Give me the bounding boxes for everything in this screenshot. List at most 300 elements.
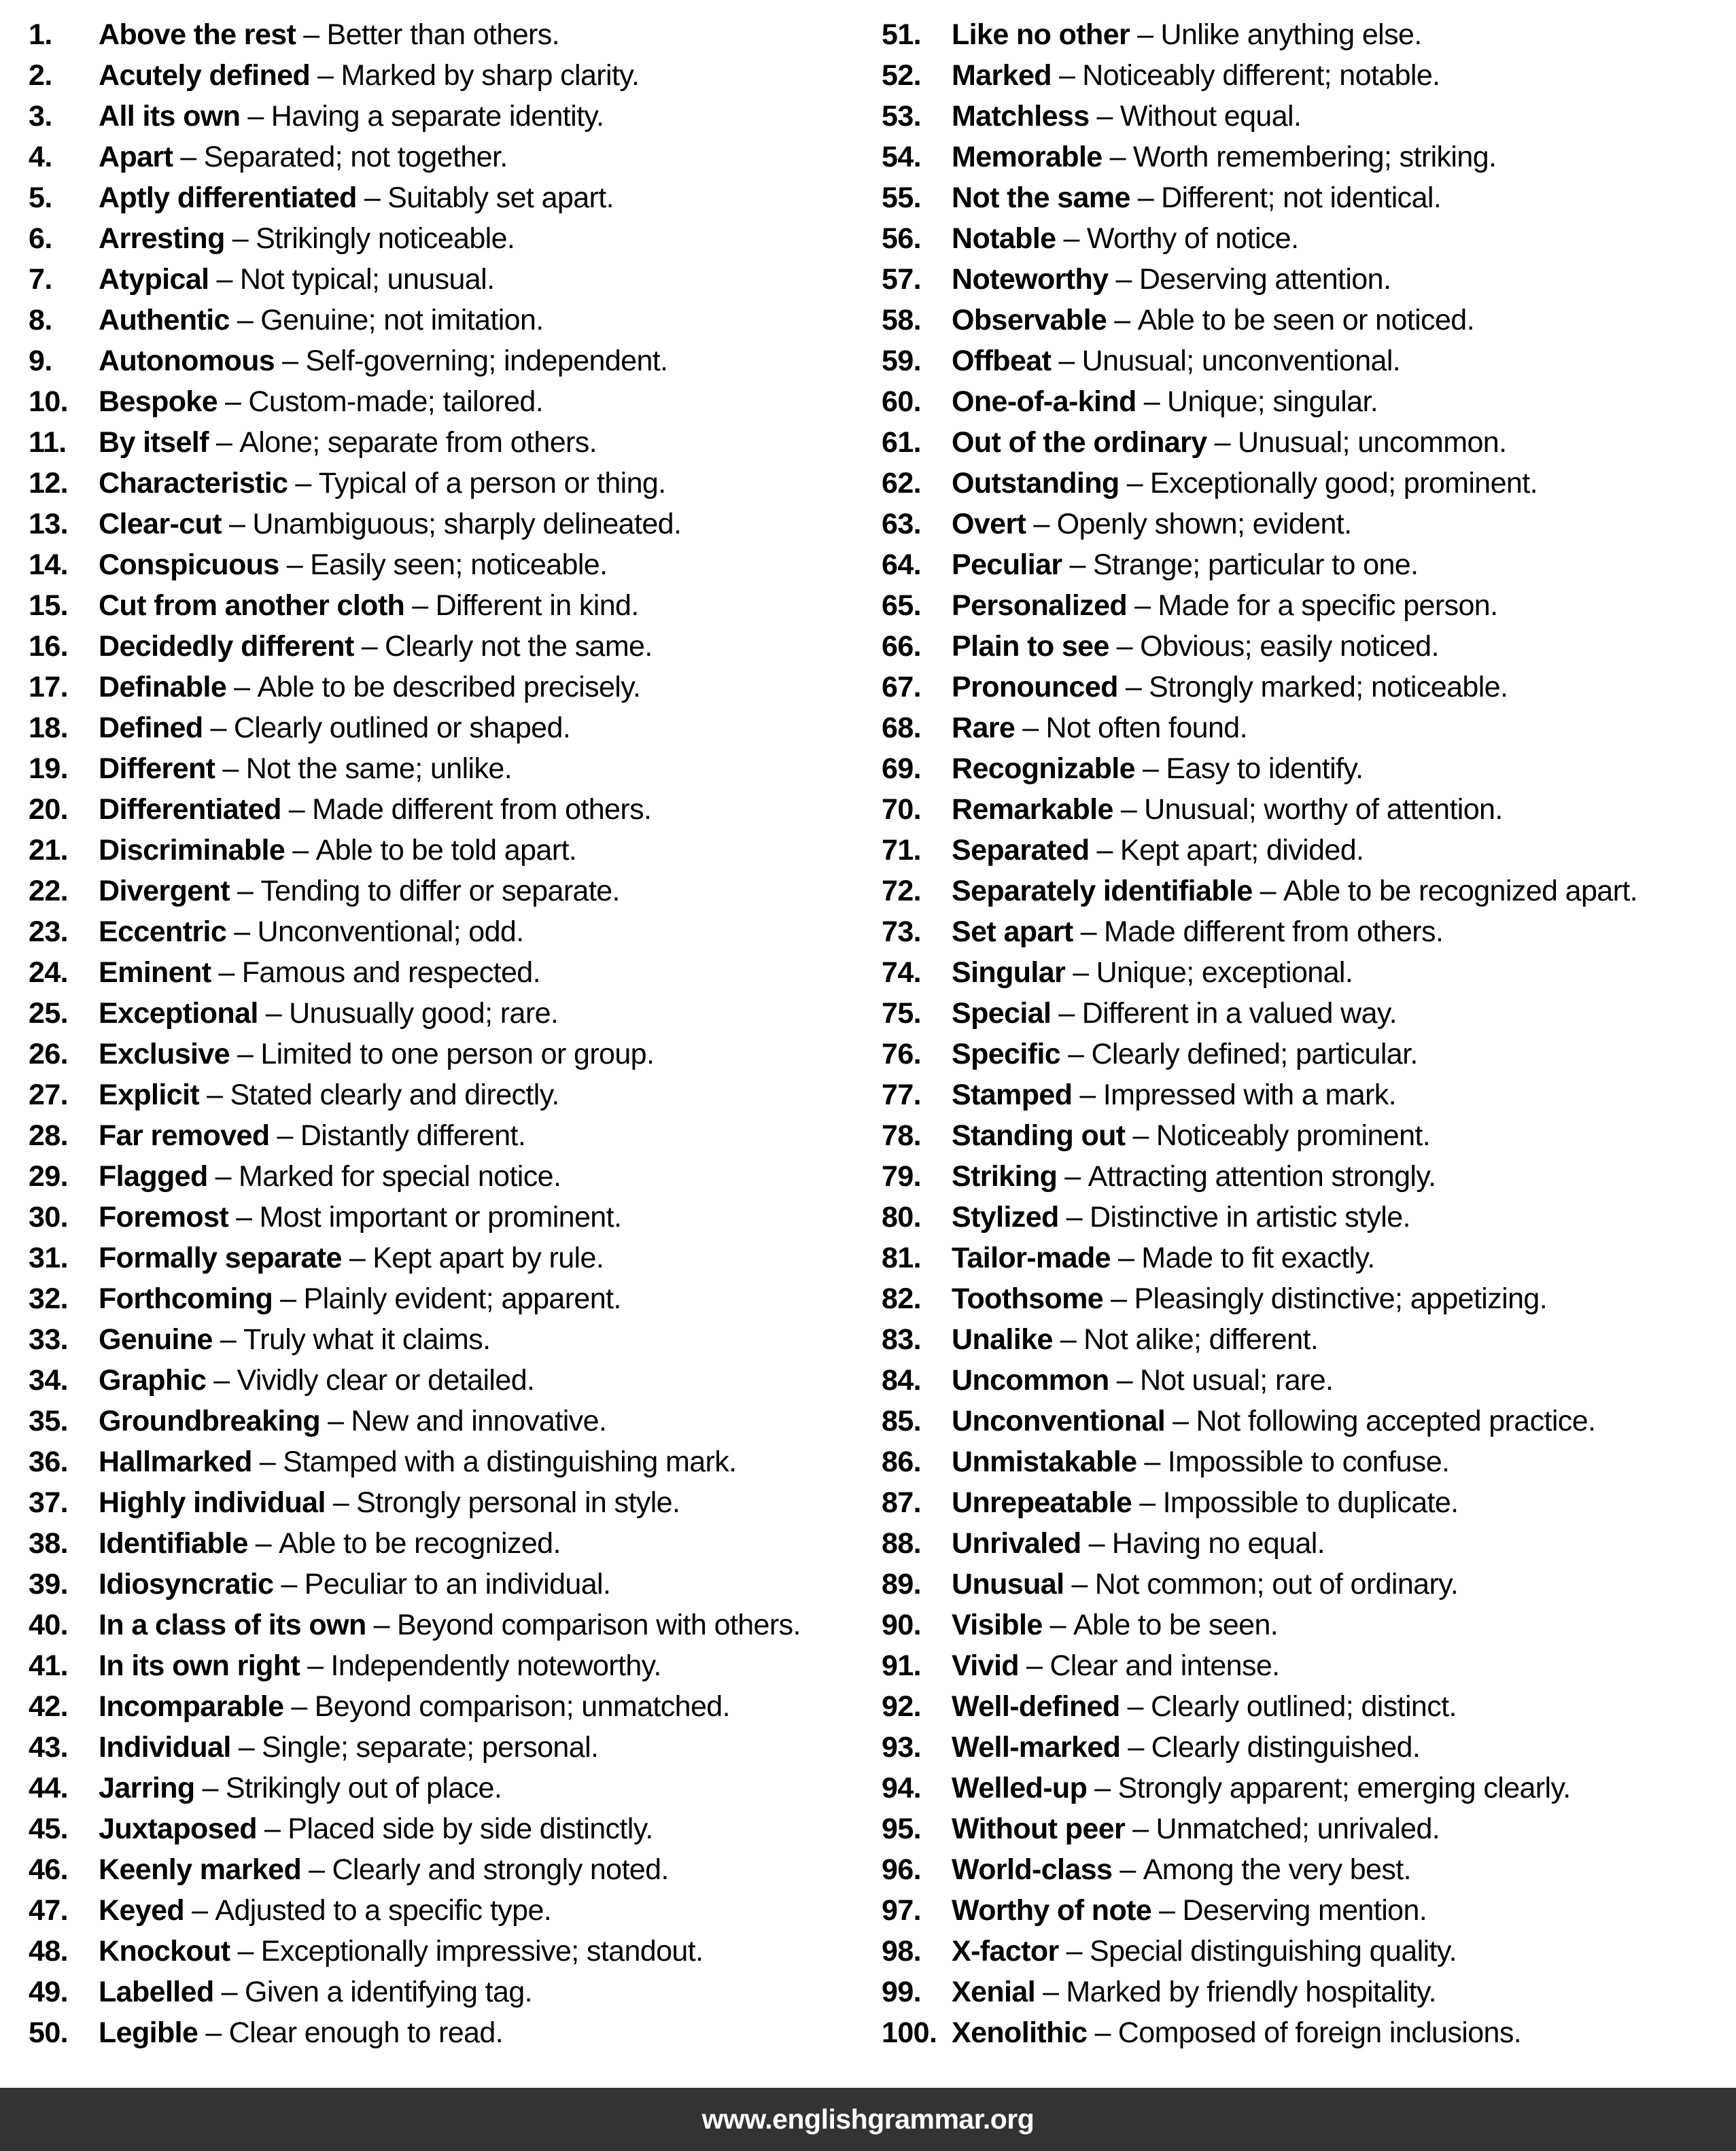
- item-term: Defined: [99, 712, 203, 744]
- item-definition: Obvious; easily noticed.: [1140, 630, 1439, 663]
- item-separator: –: [237, 304, 254, 336]
- item-separator: –: [264, 1813, 281, 1845]
- item-separator: –: [215, 1160, 231, 1193]
- item-definition: Better than others.: [326, 18, 559, 51]
- list-item: [882, 1645, 1736, 1686]
- item-separator: –: [1117, 1242, 1134, 1274]
- item-definition: Clearly distinguished.: [1151, 1731, 1421, 1764]
- item-separator: –: [221, 1976, 237, 2008]
- item-number: 59.: [882, 345, 921, 377]
- item-term: Hallmarked: [99, 1446, 252, 1478]
- item-separator: –: [309, 1853, 325, 1886]
- item-term: Exclusive: [99, 1038, 230, 1070]
- list-item: [882, 381, 1736, 422]
- item-definition: Clearly and strongly noted.: [332, 1853, 669, 1886]
- item-term: Flagged: [99, 1160, 208, 1193]
- item-definition: Marked by friendly hospitality.: [1066, 1976, 1437, 2008]
- list-item: [882, 1482, 1736, 1523]
- item-number: 27.: [29, 1079, 68, 1111]
- list-item: [882, 1727, 1736, 1768]
- item-separator: –: [238, 1731, 255, 1764]
- list-item: [29, 1849, 868, 1890]
- item-separator: –: [1132, 1119, 1149, 1152]
- item-definition: Given a identifying tag.: [244, 1976, 533, 2008]
- item-separator: –: [1064, 1160, 1081, 1193]
- list-item: [29, 1156, 868, 1197]
- item-definition: Not usual; rare.: [1140, 1364, 1334, 1397]
- item-separator: –: [277, 1119, 293, 1152]
- list-item: [882, 707, 1736, 748]
- item-number: 22.: [29, 875, 68, 907]
- item-text: [99, 1486, 680, 1519]
- item-text: [952, 1242, 1375, 1274]
- list-item: [882, 259, 1736, 300]
- item-separator: –: [1058, 997, 1075, 1030]
- item-term: Peculiar: [952, 548, 1062, 581]
- item-text: [952, 1527, 1325, 1560]
- item-separator: –: [1066, 1201, 1083, 1234]
- item-number: 43.: [29, 1731, 68, 1764]
- item-text: [952, 1772, 1571, 1804]
- list-item: [882, 544, 1736, 585]
- item-term: By itself: [99, 426, 209, 459]
- item-term: Memorable: [952, 141, 1103, 173]
- item-definition: Easily seen; noticeable.: [310, 548, 608, 581]
- item-number: 21.: [29, 834, 68, 867]
- item-separator: –: [215, 426, 232, 459]
- item-term: Conspicuous: [99, 548, 279, 581]
- list-item: [882, 2012, 1736, 2053]
- item-number: 15.: [29, 589, 68, 622]
- item-number: 23.: [29, 915, 68, 948]
- item-term: Discriminable: [99, 834, 285, 867]
- item-text: [99, 1731, 598, 1764]
- item-number: 6.: [29, 222, 52, 255]
- item-definition: Able to be recognized apart.: [1283, 875, 1638, 907]
- item-definition: Unambiguous; sharply delineated.: [252, 508, 682, 540]
- item-separator: –: [1260, 875, 1276, 907]
- item-definition: Famous and respected.: [241, 956, 540, 989]
- item-definition: Beyond comparison; unmatched.: [314, 1690, 730, 1723]
- item-number: 42.: [29, 1690, 68, 1723]
- item-text: [99, 100, 604, 133]
- item-term: Highly individual: [99, 1486, 326, 1519]
- item-separator: –: [218, 956, 235, 989]
- item-definition: Unusual; worthy of attention.: [1144, 793, 1503, 826]
- item-separator: –: [255, 1527, 272, 1560]
- item-separator: –: [1137, 181, 1154, 214]
- item-text: [952, 141, 1496, 173]
- list-item: [882, 1849, 1736, 1890]
- item-separator: –: [1066, 1935, 1082, 1968]
- item-term: Rare: [952, 712, 1015, 744]
- item-number: 41.: [29, 1649, 68, 1682]
- list-item: [29, 218, 868, 259]
- item-text: [99, 1649, 661, 1682]
- list-item: [29, 1074, 868, 1115]
- list-item: [882, 14, 1736, 55]
- item-text: [952, 1282, 1547, 1315]
- item-number: 96.: [882, 1853, 921, 1886]
- item-number: 65.: [882, 589, 921, 622]
- item-definition: Suitably set apart.: [387, 181, 614, 214]
- item-definition: Impressed with a mark.: [1103, 1079, 1397, 1111]
- list-item: [882, 137, 1736, 177]
- list-item: [882, 1890, 1736, 1931]
- item-text: [952, 304, 1474, 336]
- item-text: [952, 2016, 1521, 2049]
- item-number: 87.: [882, 1486, 921, 1519]
- item-separator: –: [1069, 548, 1086, 581]
- item-number: 24.: [29, 956, 68, 989]
- item-term: Different: [99, 752, 215, 785]
- column-right: [868, 14, 1736, 2053]
- item-text: [99, 875, 620, 907]
- item-number: 86.: [882, 1446, 921, 1478]
- item-term: Outstanding: [952, 467, 1119, 500]
- item-number: 16.: [29, 630, 68, 663]
- list-item: [29, 1197, 868, 1238]
- item-definition: Typical of a person or thing.: [318, 467, 666, 500]
- item-number: 26.: [29, 1038, 68, 1070]
- item-term: Noteworthy: [952, 263, 1109, 296]
- item-term: Separately identifiable: [952, 875, 1253, 907]
- item-definition: Self-governing; independent.: [305, 345, 668, 377]
- item-number: 35.: [29, 1405, 68, 1437]
- list-item: [29, 1686, 868, 1727]
- item-separator: –: [234, 671, 250, 703]
- item-term: Labelled: [99, 1976, 214, 2008]
- item-definition: Clearly defined; particular.: [1091, 1038, 1418, 1070]
- list-item: [29, 340, 868, 381]
- item-term: Divergent: [99, 875, 230, 907]
- item-separator: –: [373, 1609, 389, 1641]
- item-term: Differentiated: [99, 793, 281, 826]
- item-text: [952, 1609, 1278, 1641]
- item-term: Eccentric: [99, 915, 227, 948]
- item-text: [99, 589, 639, 622]
- item-term: Eminent: [99, 956, 211, 989]
- item-term: Remarkable: [952, 793, 1113, 826]
- item-text: [952, 1079, 1396, 1111]
- item-term: Far removed: [99, 1119, 270, 1152]
- item-term: Foremost: [99, 1201, 229, 1234]
- item-number: 81.: [882, 1242, 921, 1274]
- item-definition: Distantly different.: [300, 1119, 526, 1152]
- list-item: [29, 1523, 868, 1564]
- item-text: [99, 997, 558, 1030]
- item-number: 4.: [29, 141, 52, 173]
- item-separator: –: [236, 1201, 252, 1234]
- item-definition: Distinctive in artistic style.: [1090, 1201, 1410, 1234]
- item-definition: Beyond comparison with others.: [396, 1609, 801, 1641]
- item-definition: Not following accepted practice.: [1196, 1405, 1596, 1437]
- item-term: Keyed: [99, 1894, 185, 1927]
- item-text: [952, 1364, 1333, 1397]
- item-separator: –: [1079, 1079, 1096, 1111]
- list-item: [882, 952, 1736, 993]
- item-definition: Made different from others.: [1103, 915, 1444, 948]
- item-term: Well-marked: [952, 1731, 1121, 1764]
- item-definition: Not common; out of ordinary.: [1094, 1568, 1459, 1601]
- list-item: [29, 789, 868, 830]
- item-number: 89.: [882, 1568, 921, 1601]
- item-separator: –: [303, 18, 319, 51]
- item-number: 52.: [882, 59, 921, 92]
- item-number: 67.: [882, 671, 921, 703]
- item-number: 91.: [882, 1649, 921, 1682]
- list-item: [882, 1115, 1736, 1156]
- list-item: [29, 952, 868, 993]
- item-definition: Made different from others.: [312, 793, 652, 826]
- list-item: [29, 381, 868, 422]
- list-item: [882, 993, 1736, 1034]
- item-definition: Without equal.: [1119, 100, 1302, 133]
- item-separator: –: [288, 793, 305, 826]
- item-definition: Not typical; unusual.: [239, 263, 495, 296]
- item-text: [99, 385, 543, 418]
- item-separator: –: [1132, 1813, 1149, 1845]
- item-number: 69.: [882, 752, 921, 785]
- item-definition: Stamped with a distinguishing mark.: [283, 1446, 737, 1478]
- list-item: [882, 1686, 1736, 1727]
- item-term: Apart: [99, 141, 173, 173]
- item-definition: Among the very best.: [1143, 1853, 1412, 1886]
- list-item: [882, 1074, 1736, 1115]
- item-text: [99, 2016, 503, 2049]
- item-term: Set apart: [952, 915, 1073, 948]
- list-item: [29, 585, 868, 626]
- item-text: [99, 1201, 621, 1234]
- item-term: In its own right: [99, 1649, 300, 1682]
- item-number: 40.: [29, 1609, 68, 1641]
- item-number: 20.: [29, 793, 68, 826]
- list-item: [29, 300, 868, 340]
- item-text: [952, 630, 1439, 663]
- item-term: Definable: [99, 671, 227, 703]
- item-definition: Most important or prominent.: [259, 1201, 622, 1234]
- item-separator: –: [1096, 834, 1113, 867]
- item-definition: Kept apart by rule.: [372, 1242, 604, 1274]
- item-text: [99, 752, 512, 785]
- item-separator: –: [361, 630, 378, 663]
- item-term: All its own: [99, 100, 241, 133]
- item-separator: –: [220, 1323, 237, 1356]
- item-number: 93.: [882, 1731, 921, 1764]
- item-number: 32.: [29, 1282, 68, 1315]
- item-definition: Having no equal.: [1111, 1527, 1325, 1560]
- item-term: Explicit: [99, 1079, 200, 1111]
- item-text: [99, 1609, 801, 1641]
- list-item: [882, 1605, 1736, 1645]
- item-text: [952, 1976, 1436, 2008]
- item-text: [952, 712, 1247, 744]
- item-definition: Noticeably different; notable.: [1082, 59, 1440, 92]
- list-item: [29, 137, 868, 177]
- item-text: [952, 345, 1400, 377]
- item-definition: Made to fit exactly.: [1141, 1242, 1375, 1274]
- item-definition: Strongly apparent; emerging clearly.: [1117, 1772, 1571, 1804]
- item-text: [99, 956, 540, 989]
- list-item: [882, 300, 1736, 340]
- item-definition: Stated clearly and directly.: [230, 1079, 559, 1111]
- item-definition: Openly shown; evident.: [1056, 508, 1352, 540]
- item-number: 85.: [882, 1405, 921, 1437]
- item-definition: Exceptionally good; prominent.: [1149, 467, 1538, 500]
- item-definition: Limited to one person or group.: [260, 1038, 655, 1070]
- item-number: 51.: [882, 18, 921, 51]
- list-item: [29, 1401, 868, 1441]
- item-number: 30.: [29, 1201, 68, 1234]
- item-text: [99, 630, 653, 663]
- item-separator: –: [205, 2016, 222, 2049]
- item-term: Clear-cut: [99, 508, 222, 540]
- item-term: X-factor: [952, 1935, 1059, 1968]
- item-number: 31.: [29, 1242, 68, 1274]
- item-number: 46.: [29, 1853, 68, 1886]
- item-text: [952, 1038, 1418, 1070]
- list-item: [882, 830, 1736, 871]
- item-definition: Attracting attention strongly.: [1088, 1160, 1436, 1193]
- item-term: Authentic: [99, 304, 230, 336]
- item-text: [99, 508, 681, 540]
- item-term: Keenly marked: [99, 1853, 302, 1886]
- item-number: 63.: [882, 508, 921, 540]
- item-definition: Clear and intense.: [1049, 1649, 1280, 1682]
- list-item: [29, 1972, 868, 2012]
- item-text: [952, 1690, 1457, 1723]
- item-term: Tailor-made: [952, 1242, 1111, 1274]
- item-text: [952, 1201, 1410, 1234]
- item-number: 82.: [882, 1282, 921, 1315]
- item-number: 62.: [882, 467, 921, 500]
- item-definition: Tending to differ or separate.: [260, 875, 620, 907]
- item-text: [952, 1405, 1595, 1437]
- item-number: 77.: [882, 1079, 921, 1111]
- item-definition: Peculiar to an individual.: [304, 1568, 611, 1601]
- item-separator: –: [225, 385, 241, 418]
- item-text: [952, 834, 1364, 867]
- item-number: 74.: [882, 956, 921, 989]
- item-definition: Strongly marked; noticeable.: [1149, 671, 1508, 703]
- item-separator: –: [317, 59, 334, 92]
- item-term: Unconventional: [952, 1405, 1166, 1437]
- item-text: [952, 752, 1363, 785]
- item-separator: –: [237, 875, 254, 907]
- item-number: 39.: [29, 1568, 68, 1601]
- item-number: 60.: [882, 385, 921, 418]
- item-text: [99, 1894, 551, 1927]
- list-item: [882, 1564, 1736, 1605]
- item-text: [952, 1731, 1420, 1764]
- item-definition: Different in kind.: [435, 589, 639, 622]
- item-term: Recognizable: [952, 752, 1135, 785]
- list-item: [882, 1931, 1736, 1972]
- item-term: Well-defined: [952, 1690, 1120, 1723]
- item-separator: –: [1049, 1609, 1066, 1641]
- item-text: [99, 1813, 653, 1845]
- item-separator: –: [192, 1894, 208, 1927]
- item-separator: –: [1125, 671, 1142, 703]
- list-item: [29, 259, 868, 300]
- item-term: Individual: [99, 1731, 231, 1764]
- item-number: 8.: [29, 304, 52, 336]
- item-number: 76.: [882, 1038, 921, 1070]
- item-term: Unusual: [952, 1568, 1064, 1601]
- item-separator: –: [292, 834, 309, 867]
- list-item: [882, 1156, 1736, 1197]
- item-number: 36.: [29, 1446, 68, 1478]
- item-definition: Not alike; different.: [1083, 1323, 1319, 1356]
- item-number: 54.: [882, 141, 921, 173]
- item-definition: Adjusted to a specific type.: [215, 1894, 552, 1927]
- item-separator: –: [295, 467, 311, 500]
- list-item: [29, 707, 868, 748]
- item-term: Aptly differentiated: [99, 181, 357, 214]
- item-separator: –: [1128, 1731, 1144, 1764]
- item-separator: –: [1058, 345, 1075, 377]
- list-item: [29, 1238, 868, 1278]
- item-separator: –: [202, 1772, 218, 1804]
- item-term: Graphic: [99, 1364, 207, 1397]
- item-separator: –: [1094, 1772, 1111, 1804]
- item-text: [99, 345, 668, 377]
- item-term: Genuine: [99, 1323, 213, 1356]
- list-item: [29, 14, 868, 55]
- item-text: [952, 181, 1441, 214]
- item-term: Unalike: [952, 1323, 1053, 1356]
- item-text: [99, 426, 597, 459]
- item-text: [99, 1323, 490, 1356]
- item-separator: –: [1119, 1853, 1136, 1886]
- item-term: Welled-up: [952, 1772, 1088, 1804]
- item-number: 12.: [29, 467, 68, 500]
- item-text: [952, 59, 1440, 92]
- list-item: [882, 1441, 1736, 1482]
- list-item: [29, 544, 868, 585]
- item-term: Bespoke: [99, 385, 218, 418]
- item-text: [952, 1935, 1457, 1968]
- list-item: [882, 96, 1736, 137]
- item-number: 97.: [882, 1894, 921, 1927]
- item-separator: –: [1094, 2016, 1111, 2049]
- list-item: [29, 1482, 868, 1523]
- item-separator: –: [1096, 100, 1113, 133]
- item-text: [99, 1527, 561, 1560]
- item-separator: –: [1127, 1690, 1143, 1723]
- item-number: 100.: [882, 2016, 937, 2049]
- item-separator: –: [232, 222, 249, 255]
- list-item: [29, 1808, 868, 1849]
- item-term: Marked: [952, 59, 1052, 92]
- item-separator: –: [180, 141, 196, 173]
- item-term: Autonomous: [99, 345, 275, 377]
- item-separator: –: [228, 508, 245, 540]
- item-separator: –: [216, 263, 232, 296]
- item-term: Unrepeatable: [952, 1486, 1132, 1519]
- item-separator: –: [332, 1486, 349, 1519]
- item-term: Observable: [952, 304, 1107, 336]
- item-term: Out of the ordinary: [952, 426, 1207, 459]
- item-term: Offbeat: [952, 345, 1052, 377]
- item-definition: Alone; separate from others.: [239, 426, 597, 459]
- item-separator: –: [281, 1568, 297, 1601]
- item-definition: Unusual; unconventional.: [1081, 345, 1401, 377]
- item-definition: Strange; particular to one.: [1092, 548, 1419, 581]
- item-separator: –: [222, 752, 239, 785]
- item-number: 10.: [29, 385, 68, 418]
- item-text: [952, 18, 1422, 51]
